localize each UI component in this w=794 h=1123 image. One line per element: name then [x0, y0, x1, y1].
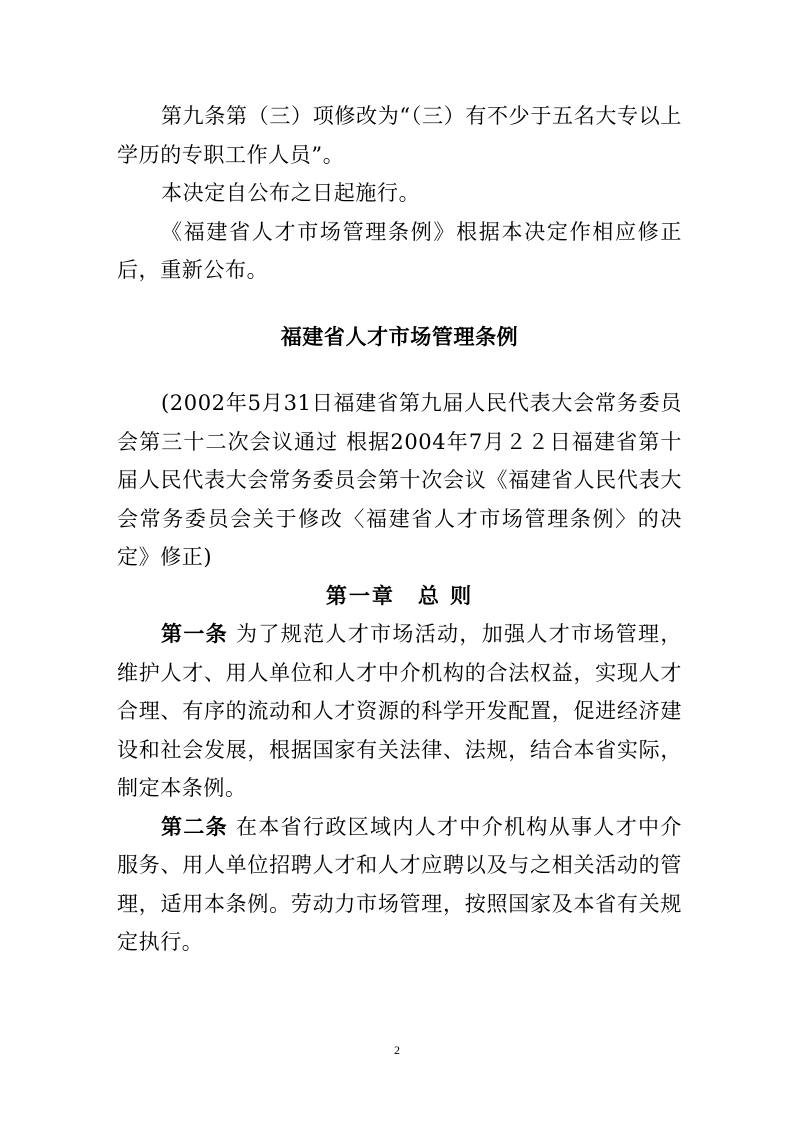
article-2	[117, 808, 682, 962]
article-1-text: 为了规范人才市场活动，加强人才市场管理，维护人才、用人单位和人才中介机构的合法权益，实现人才合理、有序的流动和人才资源的科学开发配置，促进经济建设和社会发展，根据国家有关法律、法规，结合本省实际，制定本条例。	[117, 622, 682, 800]
page-number: 2	[394, 1043, 400, 1057]
republish-clause: 《福建省人才市场管理条例》根据本决定作相应修正后，重新公布。	[117, 219, 682, 282]
article-1-label: 第一条	[161, 622, 229, 646]
effective-date-clause: 本决定自公布之日起施行。	[161, 181, 421, 205]
article-2-label: 第二条	[161, 814, 229, 839]
amendment-article-9: 第九条第（三）项修改为“（三）有不少于五名大专以上学历的专职工作人员”。	[117, 104, 682, 167]
page-content	[117, 97, 682, 962]
article-1	[117, 615, 682, 808]
chapter-heading: 第一章 总 则	[325, 583, 474, 608]
regulation-title: 福建省人才市场管理条例	[280, 324, 519, 349]
regulation-preamble: (2002年5月31日福建省第九届人民代表大会常务委员会第三十二次会议通过 根据2004年7月２２日福建省第十届人民代表大会常务委员会第十次会议《福建省人民代表大会常务委员会关于修改〈福建省人才市场管理条例〉的决定》修正)	[117, 391, 682, 569]
article-2-text: 在本省行政区域内人才中介机构从事人才中介服务、用人单位招聘人才和人才应聘以及与之相关活动的管理，适用本条例。劳动力市场管理，按照国家及本省有关规定执行。	[117, 814, 682, 954]
